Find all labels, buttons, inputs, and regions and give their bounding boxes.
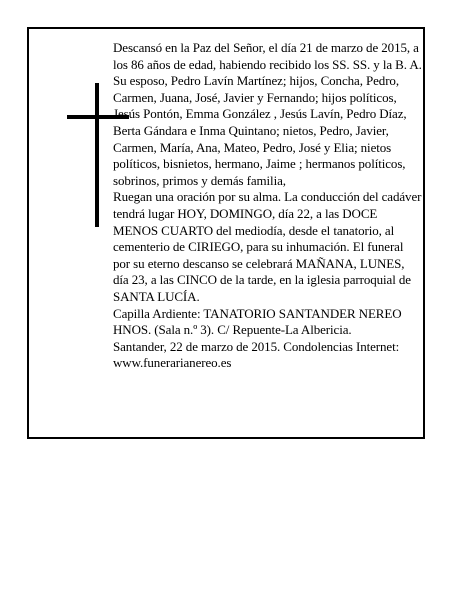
cross-vertical-bar: [95, 83, 99, 227]
family-members-paragraph: Su esposo, Pedro Lavín Martínez; hijos, Concha, Pedro, Carmen, Juana, José, Javier y Fernando; hijos políticos, Jesús Pontón, Emma González , Jesús Lavín, Pedro Díaz, Berta Gándara e Inma Quintano; nietos, Pedro, Javier, Carmen, María, Ana, Mateo, Pedro, José y Elia; nietos políticos, bisnietos, hermano, Jaime ; hermanos políticos, sobrinos, primos y demás familia,: [113, 73, 407, 188]
death-announcement-paragraph: Descansó en la Paz del Señor, el día 21 de marzo de 2015, a los 86 años de edad, habiendo recibido los SS. SS. y la B. A.: [113, 40, 422, 72]
funeral-arrangements-paragraph: Ruegan una oración por su alma. La conducción del cadáver tendrá lugar HOY, DOMINGO, día 22, a las DOCE MENOS CUARTO del mediodía, desde el tanatorio, al cementerio de CIRIEGO, para su inhumación. El funeral por su eterno descanso se celebrará MAÑANA, LUNES, día 23, a las CINCO de la tarde, en la iglesia parroquial de SANTA LUCÍA.: [113, 189, 422, 304]
date-and-condolences-paragraph: Santander, 22 de marzo de 2015. Condolencias Internet: www.funerarianereo.es: [113, 338, 400, 371]
obituary-text: [113, 40, 423, 372]
chapel-location-paragraph: Capilla Ardiente: TANATORIO SANTANDER NEREO HNOS. (Sala n.º 3). C/ Repuente-La Albericia.: [113, 305, 402, 338]
